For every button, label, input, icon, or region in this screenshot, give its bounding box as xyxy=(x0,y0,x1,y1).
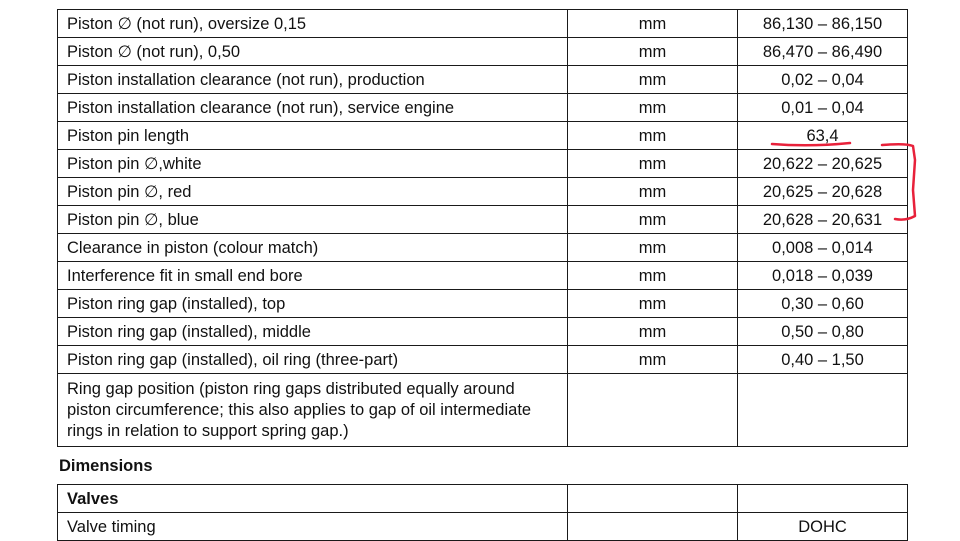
row-value: 86,130 – 86,150 xyxy=(738,10,908,38)
row-value: 20,622 – 20,625 xyxy=(738,150,908,178)
table-header: Valves xyxy=(58,485,568,513)
row-label: Piston installation clearance (not run), production xyxy=(58,66,568,94)
row-value: 63,4 xyxy=(738,122,908,150)
row-label: Piston pin ∅, red xyxy=(58,178,568,206)
row-unit: mm xyxy=(568,150,738,178)
row-unit: mm xyxy=(568,66,738,94)
table-row xyxy=(58,318,908,346)
row-unit-empty xyxy=(568,374,738,447)
row-label: Piston ∅ (not run), oversize 0,15 xyxy=(58,10,568,38)
row-unit: mm xyxy=(568,178,738,206)
header-value-empty xyxy=(738,485,908,513)
row-label: Piston ∅ (not run), 0,50 xyxy=(58,38,568,66)
table-row xyxy=(58,262,908,290)
table-row xyxy=(58,290,908,318)
row-value: 0,30 – 0,60 xyxy=(738,290,908,318)
table-row xyxy=(58,374,908,447)
row-unit: mm xyxy=(568,38,738,66)
row-label: Piston pin length xyxy=(58,122,568,150)
row-unit: mm xyxy=(568,346,738,374)
row-label: Piston ring gap (installed), middle xyxy=(58,318,568,346)
valves-table xyxy=(57,484,908,541)
row-label: Piston ring gap (installed), oil ring (three-part) xyxy=(58,346,568,374)
spec-table xyxy=(57,9,908,447)
row-value: 0,008 – 0,014 xyxy=(738,234,908,262)
row-value-empty xyxy=(738,374,908,447)
row-label: Clearance in piston (colour match) xyxy=(58,234,568,262)
row-unit: mm xyxy=(568,262,738,290)
table-row xyxy=(58,206,908,234)
table-row xyxy=(58,178,908,206)
section-heading: Dimensions xyxy=(59,457,153,475)
row-value: 20,628 – 20,631 xyxy=(738,206,908,234)
row-value: 0,40 – 1,50 xyxy=(738,346,908,374)
row-value: 20,625 – 20,628 xyxy=(738,178,908,206)
row-label: Valve timing xyxy=(58,513,568,541)
table-row xyxy=(58,513,908,541)
row-label: Interference fit in small end bore xyxy=(58,262,568,290)
row-label: Piston installation clearance (not run), service engine xyxy=(58,94,568,122)
table-row xyxy=(58,150,908,178)
row-label: Piston pin ∅, blue xyxy=(58,206,568,234)
row-unit: mm xyxy=(568,234,738,262)
table-row xyxy=(58,234,908,262)
row-value: 0,50 – 0,80 xyxy=(738,318,908,346)
row-unit xyxy=(568,513,738,541)
row-value: 0,018 – 0,039 xyxy=(738,262,908,290)
row-label: Piston pin ∅,white xyxy=(58,150,568,178)
row-value: 0,02 – 0,04 xyxy=(738,66,908,94)
table-row xyxy=(58,94,908,122)
table-row xyxy=(58,38,908,66)
row-unit: mm xyxy=(568,10,738,38)
table-row xyxy=(58,66,908,94)
table-row xyxy=(58,346,908,374)
row-label: Piston ring gap (installed), top xyxy=(58,290,568,318)
header-unit-empty xyxy=(568,485,738,513)
row-value: 0,01 – 0,04 xyxy=(738,94,908,122)
table-header-row xyxy=(58,485,908,513)
row-unit: mm xyxy=(568,290,738,318)
row-unit: mm xyxy=(568,206,738,234)
row-unit: mm xyxy=(568,122,738,150)
row-value: DOHC xyxy=(738,513,908,541)
row-value: 86,470 – 86,490 xyxy=(738,38,908,66)
table-row xyxy=(58,122,908,150)
row-unit: mm xyxy=(568,94,738,122)
row-unit: mm xyxy=(568,318,738,346)
ring-gap-note: Ring gap position (piston ring gaps distributed equally around piston circumference; this also applies to gap of oil intermediate rings in relation to support spring gap.) xyxy=(58,374,568,447)
table-row xyxy=(58,10,908,38)
